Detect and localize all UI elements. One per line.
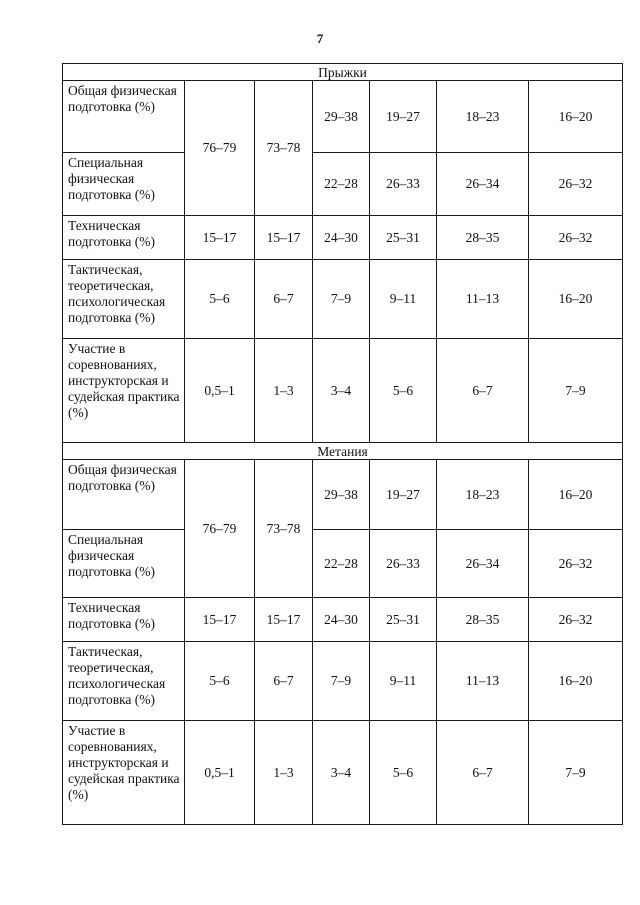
table-cell: 28–35: [437, 216, 529, 260]
table-cell: 16–20: [529, 260, 623, 339]
section-title: Метания: [63, 443, 623, 460]
row-label: Специальная физическая подготовка (%): [63, 530, 185, 598]
table-cell: 22–28: [313, 153, 370, 216]
training-schedule-table: [62, 63, 623, 825]
table-cell: 1–3: [255, 721, 313, 825]
table-cell: 26–32: [529, 598, 623, 642]
table-cell: 7–9: [313, 260, 370, 339]
page-number: 7: [316, 31, 324, 46]
row-label: Общая физическая подготовка (%): [63, 81, 185, 153]
table-cell: 6–7: [255, 642, 313, 721]
table-row: [63, 642, 623, 721]
row-label: Специальная физическая подготовка (%): [63, 153, 185, 216]
table-row: [63, 339, 623, 443]
table-cell: 18–23: [437, 460, 529, 530]
row-label: Участие в соревнованиях, инструкторская и судейская практика (%): [63, 339, 185, 443]
table-cell: 3–4: [313, 339, 370, 443]
table-cell: 28–35: [437, 598, 529, 642]
section-title: Прыжки: [63, 64, 623, 81]
table-cell: 19–27: [370, 460, 437, 530]
table-cell: 16–20: [529, 460, 623, 530]
table-cell: 0,5–1: [185, 721, 255, 825]
table-cell: 15–17: [255, 598, 313, 642]
table-row: [63, 153, 623, 216]
table-cell: 5–6: [185, 642, 255, 721]
row-label: Тактическая, теоретическая, психологическая подготовка (%): [63, 642, 185, 721]
section-header-jumps: [63, 64, 623, 81]
table-row: [63, 721, 623, 825]
table-cell: 29–38: [313, 81, 370, 153]
table-row: [63, 260, 623, 339]
table-cell: 11–13: [437, 642, 529, 721]
table-cell: 73–78: [255, 460, 313, 598]
table-row: [63, 598, 623, 642]
table-cell: 29–38: [313, 460, 370, 530]
table-cell: 26–33: [370, 530, 437, 598]
row-label: Техническая подготовка (%): [63, 598, 185, 642]
row-label: Тактическая, теоретическая, психологическая подготовка (%): [63, 260, 185, 339]
table-cell: 9–11: [370, 642, 437, 721]
table-cell: 26–33: [370, 153, 437, 216]
table-cell: 76–79: [185, 81, 255, 216]
table-cell: 16–20: [529, 642, 623, 721]
table-cell: 26–32: [529, 216, 623, 260]
table-cell: 6–7: [437, 721, 529, 825]
table-row: [63, 216, 623, 260]
table-cell: 26–34: [437, 153, 529, 216]
table-cell: 0,5–1: [185, 339, 255, 443]
table-cell: 5–6: [370, 339, 437, 443]
table-cell: 25–31: [370, 598, 437, 642]
table-cell: 26–34: [437, 530, 529, 598]
row-label: Участие в соревнованиях, инструкторская и судейская практика (%): [63, 721, 185, 825]
table-cell: 22–28: [313, 530, 370, 598]
table-cell: 11–13: [437, 260, 529, 339]
table-cell: 26–32: [529, 530, 623, 598]
table-cell: 3–4: [313, 721, 370, 825]
table-cell: 9–11: [370, 260, 437, 339]
table-cell: 6–7: [255, 260, 313, 339]
table-cell: 18–23: [437, 81, 529, 153]
table-cell: 16–20: [529, 81, 623, 153]
table-cell: 5–6: [185, 260, 255, 339]
table-cell: 73–78: [255, 81, 313, 216]
table-row: [63, 460, 623, 530]
row-label: Общая физическая подготовка (%): [63, 460, 185, 530]
table-cell: 6–7: [437, 339, 529, 443]
table-cell: 7–9: [529, 339, 623, 443]
table-cell: 26–32: [529, 153, 623, 216]
table-cell: 19–27: [370, 81, 437, 153]
table-cell: 15–17: [185, 598, 255, 642]
table-cell: 15–17: [185, 216, 255, 260]
table-row: [63, 81, 623, 153]
table-cell: 1–3: [255, 339, 313, 443]
table-row: [63, 530, 623, 598]
table-cell: 25–31: [370, 216, 437, 260]
table-cell: 76–79: [185, 460, 255, 598]
table-cell: 5–6: [370, 721, 437, 825]
table-cell: 15–17: [255, 216, 313, 260]
table-cell: 24–30: [313, 598, 370, 642]
row-label: Техническая подготовка (%): [63, 216, 185, 260]
table-cell: 7–9: [313, 642, 370, 721]
table-cell: 24–30: [313, 216, 370, 260]
section-header-throws: [63, 443, 623, 460]
table-cell: 7–9: [529, 721, 623, 825]
